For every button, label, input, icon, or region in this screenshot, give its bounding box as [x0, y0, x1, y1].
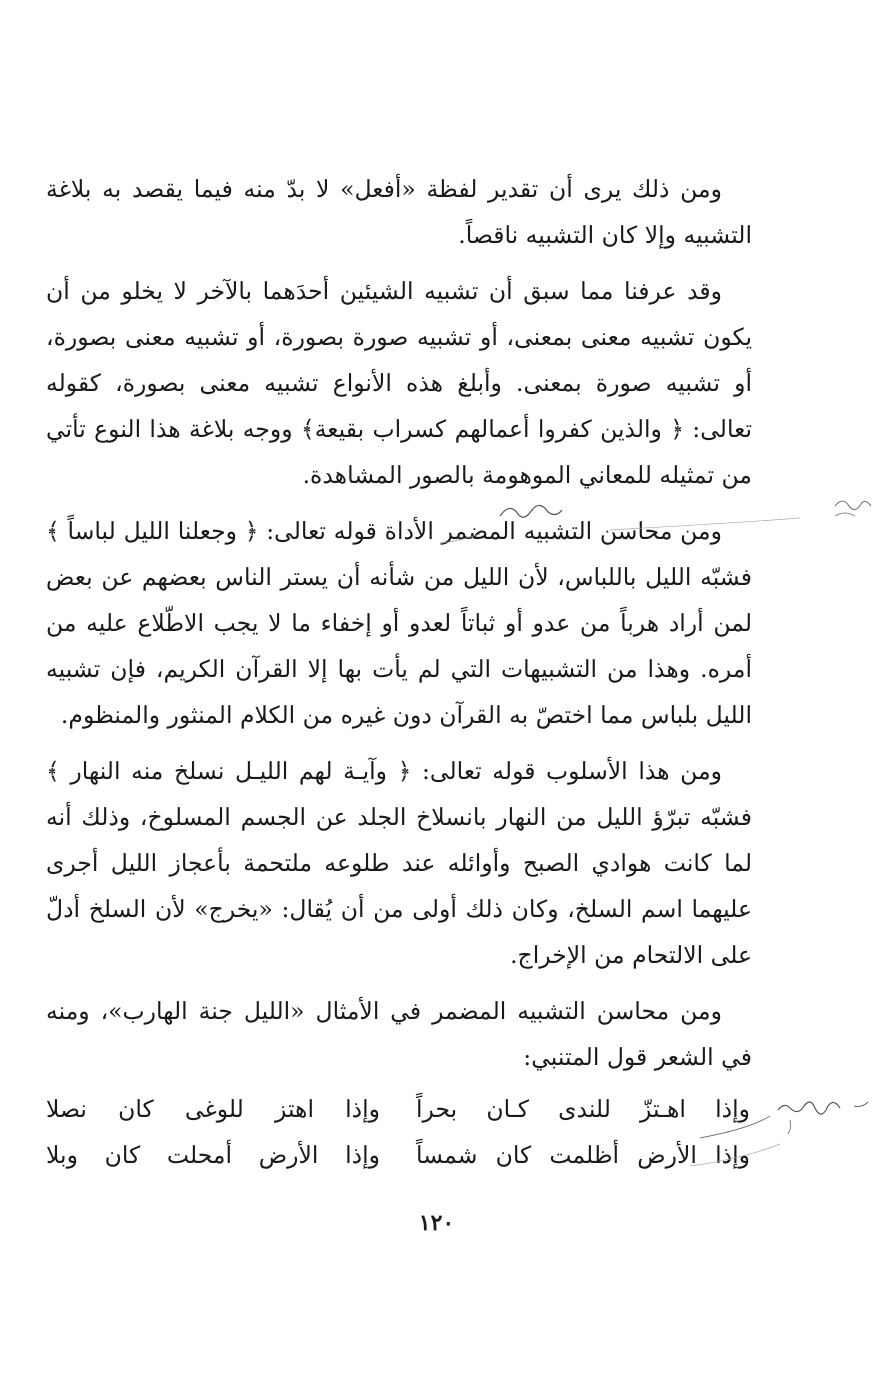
poem-intro: ومن محاسن التشبيه المضمر في الأمثال «الليل جنة الهارب»، ومنه في الشعر قول المتنبي: [46, 997, 752, 1071]
body-text [46, 166, 752, 1178]
verse-2-first-hemistich: وإذا الأرض أظلمت كان شمساً [416, 1141, 750, 1169]
poem-verse-2 [46, 1132, 752, 1178]
paragraph-2: وقد عرفنا مما سبق أن تشبيه الشيئين أحدَهما بالآخر لا يخلو من أن يكون تشبيه معنى بمعنى، أو تشبيه صورة بصورة، أو تشبيه معنى بصورة، أو تشبيه صورة بمعنى. وأبلغ هذه الأنواع تشبيه معنى بصورة، كقوله تعالى: ﴿ والذين كفروا أعمالهم كسراب بقيعة﴾ ووجه بلاغة هذا النوع تأتي من تمثيله للمعاني الموهومة بالصور المشاهدة. [46, 277, 752, 489]
poem-verse-1 [46, 1086, 752, 1132]
verse-1-second-hemistich: وإذا اهتز للوغى كان نصلا [46, 1095, 380, 1123]
verse-2-second-hemistich: وإذا الأرض أمحلت كان وبلا [46, 1141, 380, 1169]
paragraph-4: ومن هذا الأسلوب قوله تعالى: ﴿ وآيـة لهم الليـل نسلخ منه النهار ﴾ فشبّه تبرّؤ الليل من النهار بانسلاخ الجلد عن الجسم المسلوخ، وذلك أنه لما كانت هوادي الصبح وأوائله عند طلوعه ملتحمة بأعجاز الليل أجرى عليهما اسم السلخ، وكان ذلك أولى من أن يُقال: «يخرج» لأن السلخ أدلّ على الالتحام من الإخراج. [46, 757, 752, 969]
page-number: ١٢٠ [418, 1210, 455, 1236]
paragraph-3: ومن محاسن التشبيه المضمر الأداة قوله تعالى: ﴿ وجعلنا الليل لباساً ﴾ فشبّه الليل باللباس، لأن الليل من شأنه أن يستر الناس بعضهم عن بعض لمن أراد هرباً من عدو أو ثباتاً لعدو أو إخفاء ما لا يجب الاطّلاع عليه من أمره. وهذا من التشبيهات التي لم يأت بها إلا القرآن الكريم، فإن تشبيه الليل بلباس مما اختصّ به القرآن دون غيره من الكلام المنثور والمنظوم. [46, 517, 752, 729]
verse-1-first-hemistich: وإذا اهـتزّ للندى كـان بحراً [416, 1095, 750, 1123]
paragraph-1: ومن ذلك يرى أن تقدير لفظة «أفعل» لا بدّ منه فيما يقصد به بلاغة التشبيه وإلا كان التشبيه ناقصاً. [46, 175, 752, 249]
